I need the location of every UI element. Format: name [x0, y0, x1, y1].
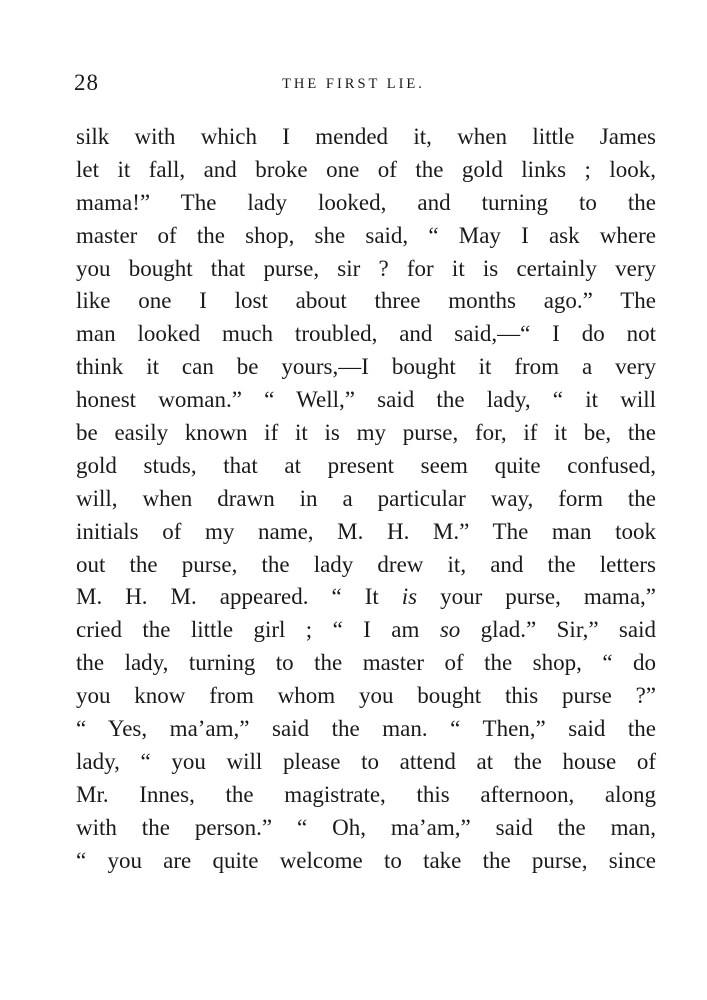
text-line: [76, 483, 656, 516]
text-line: [76, 779, 656, 812]
body-text: [76, 121, 656, 877]
text-line: [76, 516, 656, 549]
text-segment: gold studs, that at present seem quite confused,: [76, 452, 656, 478]
text-segment: out the purse, the lady drew it, and the letters: [76, 551, 656, 577]
text-segment: will, when drawn in a particular way, form the: [76, 485, 656, 511]
italic-text: so: [439, 617, 461, 643]
text-segment: let it fall, and broke one of the gold links ; look,: [76, 156, 656, 182]
text-segment: “ you are quite welcome to take the purse, since: [76, 847, 656, 873]
text-line: [76, 318, 656, 351]
text-line: [76, 845, 656, 878]
text-segment: with the person.” “ Oh, ma’am,” said the man,: [76, 814, 656, 840]
text-line: [76, 450, 656, 483]
text-segment: glad.” Sir,” said: [460, 617, 656, 643]
text-segment: “ Yes, ma’am,” said the man. “ Then,” said the: [76, 716, 656, 742]
text-line: [76, 351, 656, 384]
text-line: [76, 746, 656, 779]
text-segment: man looked much troubled, and said,—“ I do not: [76, 321, 656, 347]
text-line: [76, 121, 656, 154]
text-segment: silk with which I mended it, when little James: [76, 124, 656, 149]
text-segment: master of the shop, she said, “ May I ask where: [76, 222, 656, 248]
text-line: [76, 549, 656, 582]
running-title: THE FIRST LIE.: [282, 76, 425, 92]
text-segment: you know from whom you bought this purse ?”: [76, 683, 656, 709]
text-line: [76, 614, 656, 647]
text-line: [76, 154, 656, 187]
text-segment: the lady, turning to the master of the shop, “ do: [76, 650, 656, 676]
text-segment: Mr. Innes, the magistrate, this afternoon, along: [76, 781, 656, 807]
text-segment: lady, “ you will please to attend at the house of: [76, 748, 656, 774]
text-segment: mama!” The lady looked, and turning to the: [76, 189, 656, 215]
text-line: [76, 417, 656, 450]
text-segment: cried the little girl ; “ I am: [76, 617, 440, 643]
text-line: [76, 220, 656, 253]
italic-text: is: [401, 584, 418, 610]
text-segment: M. H. M. appeared. “ It: [76, 584, 402, 610]
text-segment: be easily known if it is my purse, for, if it be, the: [76, 420, 656, 446]
text-line: [76, 812, 656, 845]
text-segment: like one I lost about three months ago.” The: [76, 288, 656, 314]
text-segment: think it can be yours,—I bought it from a very: [76, 354, 656, 380]
text-line: [76, 384, 656, 417]
text-line: [76, 187, 656, 220]
text-line: [76, 680, 656, 713]
text-segment: you bought that purse, sir ? for it is certainly very: [76, 255, 656, 281]
text-line: [76, 647, 656, 680]
text-segment: honest woman.” “ Well,” said the lady, “ it will: [76, 387, 656, 413]
page-number: 28: [74, 70, 99, 95]
text-segment: initials of my name, M. H. M.” The man took: [76, 518, 656, 544]
text-line: [76, 713, 656, 746]
text-line: [76, 285, 656, 318]
text-line: [76, 253, 656, 286]
text-line: [76, 581, 656, 614]
text-segment: your purse, mama,”: [417, 584, 656, 610]
